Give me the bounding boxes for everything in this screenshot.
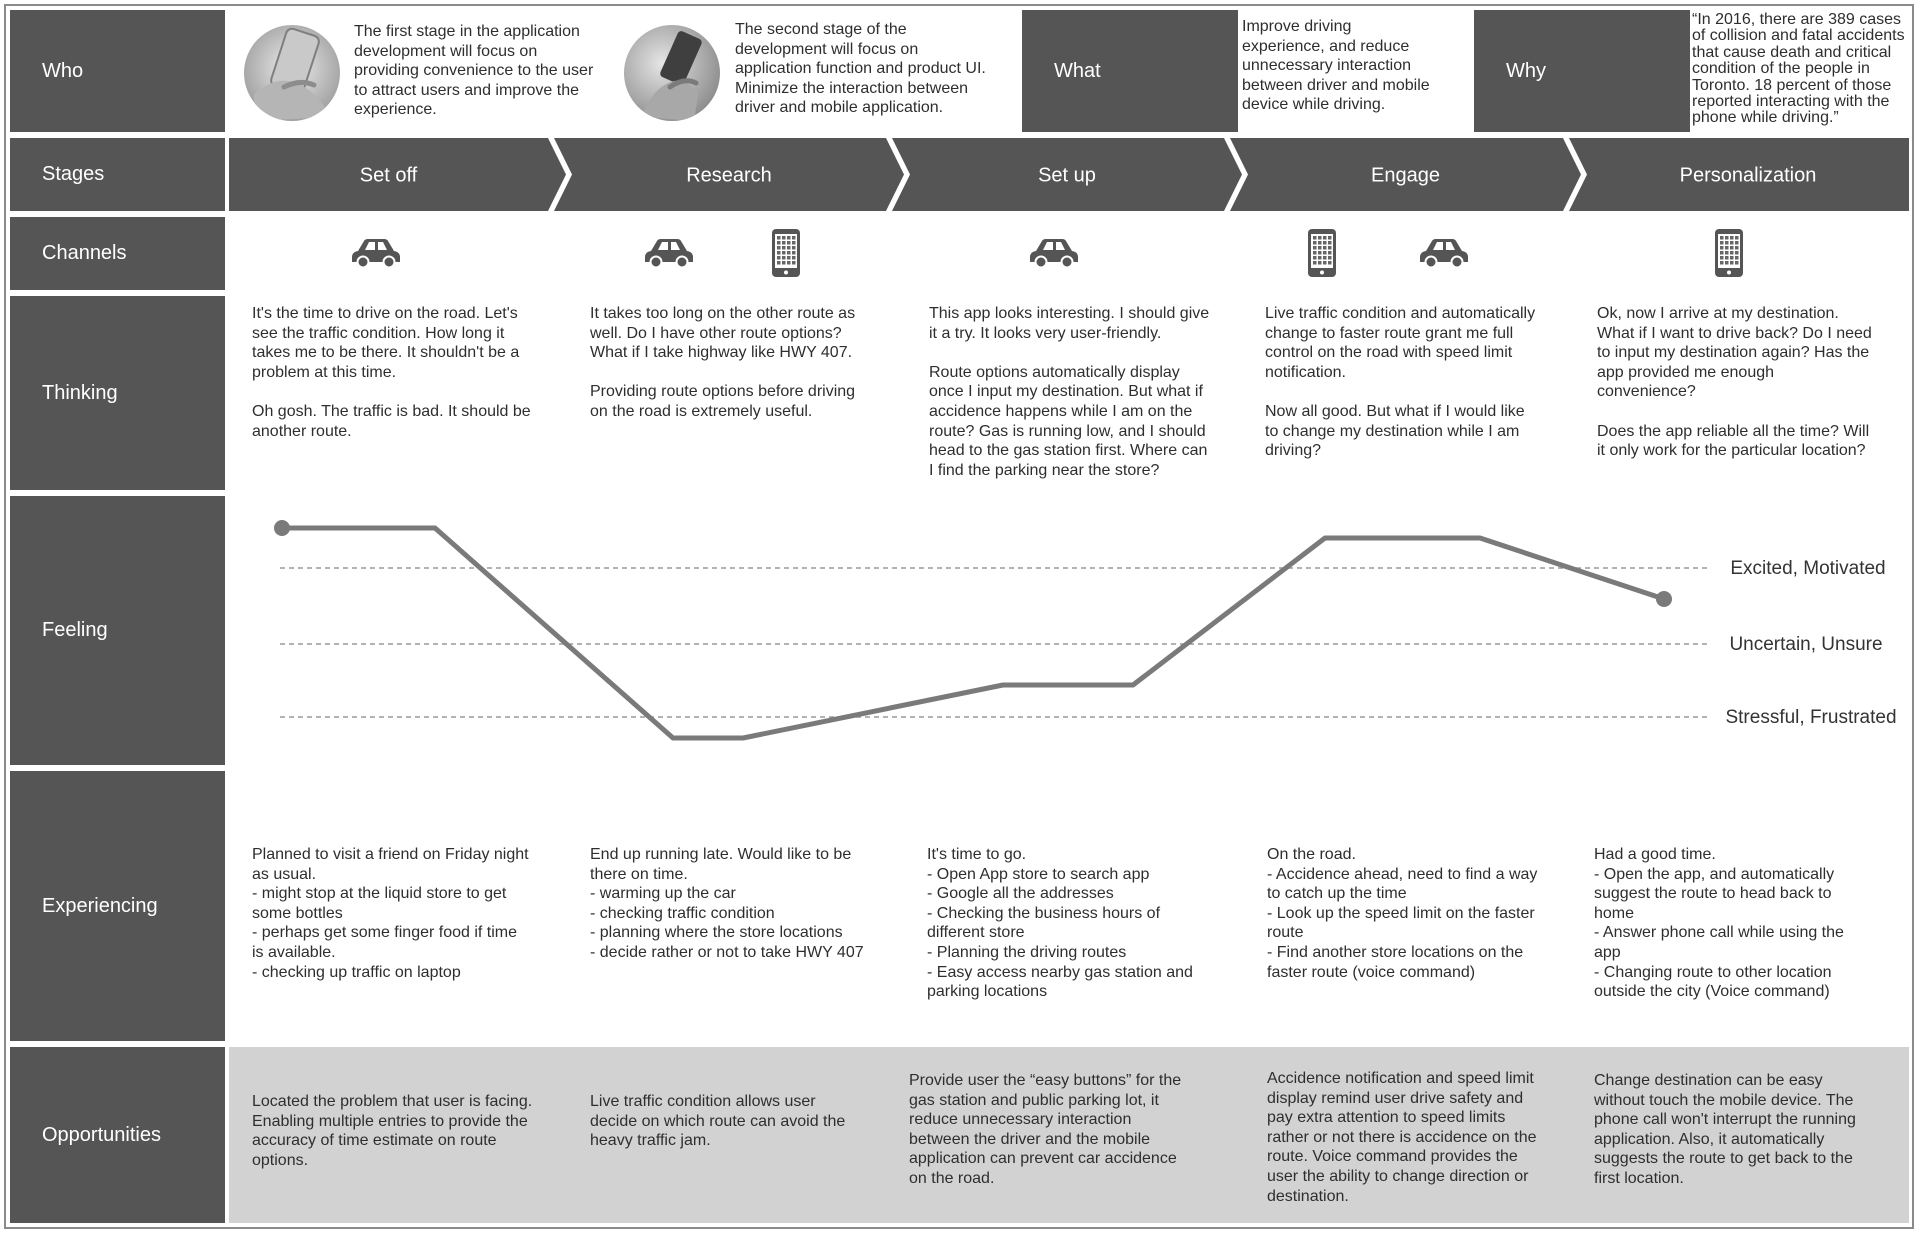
thinking-text-set-off: It's the time to drive on the road. Let's see the traffic condition. How long it takes me to be there. It shouldn't be a problem at this time. Oh gosh. The traffic is bad. It should be another route. — [252, 305, 531, 440]
feeling-level-excited: Excited, Motivated — [1730, 558, 1886, 579]
feeling-curve-chart — [0, 496, 1920, 766]
stage-label-engage: Engage — [1371, 164, 1440, 187]
thinking-text-set-up: This app looks interesting. I should give it a try. It looks very user-friendly. Route options automatically display once I input my destination. But what if accidence happens while I am on the route? Gas is running low, and I should head to the gas station first. Where can I find the parking near the store? — [929, 305, 1210, 479]
stage1-description: The first stage in the application development will focus on providing convenience to the user to attract users and improve the experience. — [354, 23, 594, 119]
experiencing-text-personalization: Had a good time. - Open the app, and automatically suggest the route to head back to home - Answer phone call while using the app - Changing route to other location outside the city (Voice command) — [1594, 846, 1844, 1001]
feeling-level-stressful: Stressful, Frustrated — [1725, 707, 1897, 728]
stage-label-set-up: Set up — [1038, 164, 1096, 187]
row-label-thinking: Thinking — [10, 296, 225, 490]
car-icon — [1418, 237, 1470, 269]
what-description: Improve driving experience, and reduce unnecessary interaction between driver and mobile device while driving. — [1242, 18, 1430, 114]
experiencing-text-research: End up running late. Would like to be there on time. - warming up the car - checking traffic condition - planning where the store locations - decide rather or not to take HWY 407 — [590, 846, 864, 961]
row-label-who: Who — [10, 10, 225, 132]
experiencing-text-engage: On the road. - Accidence ahead, need to find a way to catch up the time - Look up the speed limit on the faster route - Find another store locations on the faster route (voice command) — [1267, 846, 1538, 981]
phone-icon — [1714, 228, 1744, 278]
row-label-experiencing: Experiencing — [10, 771, 225, 1041]
experiencing-text-set-up: It's time to go. - Open App store to search app - Google all the addresses - Checking the business hours of different store - Planning the driving routes - Easy access nearby gas station and parking locations — [927, 846, 1193, 1001]
row-label-opportunities: Opportunities — [10, 1047, 225, 1223]
row-label-channels: Channels — [10, 217, 225, 290]
opportunity-text-personalization: Change destination can be easy without touch the mobile device. The phone call won't interrupt the running application. Also, it automatically suggests the route to get back to the first location. — [1594, 1072, 1856, 1187]
row-label-stages: Stages — [10, 138, 225, 211]
car-icon — [350, 237, 402, 269]
feeling-level-uncertain: Uncertain, Unsure — [1729, 634, 1883, 655]
car-icon — [1028, 237, 1080, 269]
stage-label-research: Research — [686, 164, 772, 187]
stages-chevron-bar — [0, 0, 1920, 220]
thinking-text-research: It takes too long on the other route as well. Do I have other route options? What if I take highway like HWY 407. Providing route options before driving on the road is extremely useful. — [590, 305, 856, 420]
stage2-description: The second stage of the development will focus on application function and product UI. Minimize the interaction between driver and mobile application. — [735, 21, 986, 117]
phone-icon — [771, 228, 801, 278]
phone-icon — [1307, 228, 1337, 278]
thinking-text-engage: Live traffic condition and automatically change to faster route grant me full control on the road with speed limit notification. Now all good. But what if I would like to change my destination while I am driving? — [1265, 305, 1536, 460]
row-label-feeling: Feeling — [10, 496, 225, 765]
car-icon — [643, 237, 695, 269]
feeling-curve-end-point — [1656, 591, 1672, 607]
feeling-curve-start-point — [274, 520, 290, 536]
experiencing-text-set-off: Planned to visit a friend on Friday night as usual. - might stop at the liquid store to get some bottles - perhaps get some finger food if time is available. - checking up traffic on laptop — [252, 846, 529, 981]
opportunity-text-set-up: Provide user the “easy buttons” for the gas station and public parking lot, it reduce unnecessary interaction between the driver and the mobile application can prevent car accidence on the road. — [909, 1072, 1182, 1187]
opportunity-text-set-off: Located the problem that user is facing. Enabling multiple entries to provide the accuracy of time estimate on route options. — [252, 1093, 533, 1169]
thinking-text-personalization: Ok, now I arrive at my destination. What if I want to drive back? Do I need to input my destination again? Has the app provided me enough convenience? Does the app reliable all the time? Will it only work for the particular location? — [1597, 305, 1872, 460]
opportunity-text-research: Live traffic condition allows user decide on which route can avoid the heavy traffic jam. — [590, 1093, 846, 1150]
opportunity-text-engage: Accidence notification and speed limit display remind user drive safety and pay extra attention to speed limits rather or not there is accidence on the route. Voice command provides the user the ability to change direction or destination. — [1267, 1070, 1537, 1205]
why-label: Why — [1474, 10, 1690, 132]
stage-label-personalization: Personalization — [1679, 164, 1817, 187]
feeling-curve-line — [282, 528, 1664, 738]
why-description: “In 2016, there are 389 cases of collision and fatal accidents that cause death and critical condition of the people in Toronto. 18 percent of those reported interacting with the phone while driving.” — [1692, 11, 1905, 127]
what-label: What — [1022, 10, 1238, 132]
stage-label-set-off: Set off — [359, 164, 418, 187]
